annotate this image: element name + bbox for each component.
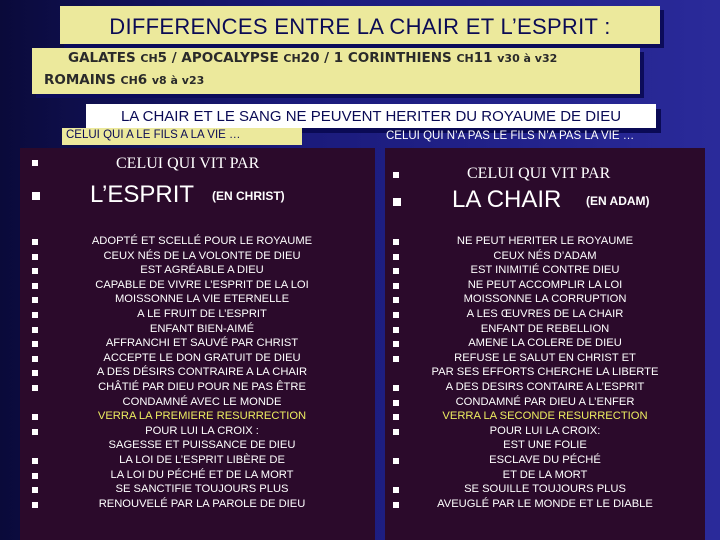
banner <box>86 104 656 128</box>
left-heading-big: L’ESPRIT <box>90 181 195 208</box>
right-list-item: AMENE LA COLERE DE DIEU <box>468 337 622 350</box>
left-list-item: CONDAMNÉ AVEC LE MONDE <box>122 395 282 408</box>
bullet <box>32 487 38 493</box>
bullet <box>32 312 38 318</box>
bullet <box>32 327 38 333</box>
bullet <box>32 283 38 289</box>
left-list-item: CHÂTIÉ PAR DIEU POUR NE PAS ÊTRE <box>98 381 306 393</box>
bullet <box>393 312 399 318</box>
left-list-item: LA LOI DE L’ESPRIT LIBÈRE DE <box>119 454 285 466</box>
ref-ch: CH <box>120 74 138 87</box>
right-list-item: EST INIMITIÉ CONTRE DIEU <box>470 264 620 277</box>
right-list-item: AVEUGLÉ PAR LE MONDE ET LE DIABLE <box>437 497 653 510</box>
left-list-item: ACCEPTE LE DON GRATUIT DE DIEU <box>103 351 301 364</box>
bullet <box>32 254 38 260</box>
bullet <box>32 370 38 376</box>
right-list-item: ET DE LA MORT <box>502 468 588 481</box>
left-list-item: A LE FRUIT DE L’ESPRIT <box>137 308 267 320</box>
right-list-item: SE SOUILLE TOUJOURS PLUS <box>464 483 626 496</box>
left-list-item: CAPABLE DE VIVRE L’ESPRIT DE LA LOI <box>95 278 309 291</box>
right-list-item: A LES ŒUVRES DE LA CHAIR <box>466 308 624 320</box>
bullet <box>393 198 401 206</box>
bullet <box>393 487 399 493</box>
left-list-item: SE SANCTIFIE TOUJOURS PLUS <box>115 483 289 496</box>
references-line-1 <box>68 50 557 66</box>
right-list-item: MOISSONNE LA CORRUPTION <box>463 293 627 306</box>
left-subtitle: CELUI QUI A LE FILS A LA VIE … <box>66 129 241 141</box>
left-list-item: RENOUVELÉ PAR LA PAROLE DE DIEU <box>98 497 306 510</box>
left-heading-line1: CELUI QUI VIT PAR <box>116 155 260 172</box>
bullet <box>32 429 38 435</box>
bullet <box>32 239 38 245</box>
bullet <box>32 341 38 347</box>
bullet <box>393 297 399 303</box>
left-list-item: MOISSONNE LA VIE ETERNELLE <box>114 293 290 306</box>
bullet <box>32 160 38 166</box>
bullet <box>393 327 399 333</box>
right-heading-note: (EN ADAM) <box>586 194 650 208</box>
ref-ch: CH <box>140 52 158 65</box>
bullet <box>393 385 399 391</box>
bullet <box>32 192 40 200</box>
ref-verses: v8 à v23 <box>151 74 205 87</box>
bullet <box>393 414 399 420</box>
right-list-item: POUR LUI LA CROIX: <box>489 424 601 437</box>
bullet <box>393 356 399 362</box>
ref-ch: CH <box>283 52 301 65</box>
right-list-item: A DES DESIRS CONTAIRE A L’ESPRIT <box>445 381 645 393</box>
ref-text: 11 <box>473 50 498 66</box>
left-list-item: VERRA LA PREMIERE RESURRECTION <box>97 410 307 423</box>
ref-text: 20 / 1 CORINTHIENS <box>300 50 457 66</box>
left-list-item: EST AGRÉABLE A DIEU <box>140 264 264 277</box>
right-list-item: ENFANT DE REBELLION <box>480 322 610 335</box>
ref-text: GALATES <box>68 50 141 66</box>
ref-text: 5 / APOCALYPSE <box>157 50 284 66</box>
ref-ch: CH <box>456 52 474 65</box>
bullet <box>32 356 38 362</box>
ref-text: ROMAINS <box>44 72 121 88</box>
right-list-item: CEUX NÉS D’ADAM <box>493 249 597 262</box>
bullet <box>32 414 38 420</box>
bullet <box>393 429 399 435</box>
left-list-item: SAGESSE ET PUISSANCE DE DIEU <box>108 439 296 452</box>
title-box <box>60 6 660 44</box>
left-list-item: POUR LUI LA CROIX : <box>145 424 259 437</box>
right-list-item: ESCLAVE DU PÉCHÉ <box>489 454 601 466</box>
bullet <box>393 172 399 178</box>
bullet <box>32 458 38 464</box>
bullet <box>32 473 38 479</box>
bullet <box>32 385 38 391</box>
right-list-item: EST UNE FOLIE <box>503 439 587 452</box>
right-list-item: VERRA LA SECONDE RESURRECTION <box>442 410 648 423</box>
bullet <box>32 268 38 274</box>
left-list-item: ENFANT BIEN-AIMÉ <box>149 322 255 335</box>
banner-text: LA CHAIR ET LE SANG NE PEUVENT HERITER DU ROYAUME DE DIEU <box>120 108 622 125</box>
right-heading-big: LA CHAIR <box>452 186 562 213</box>
right-list-item: PAR SES EFFORTS CHERCHE LA LIBERTE <box>431 366 659 379</box>
ref-text: 6 <box>137 72 152 88</box>
bullet <box>393 458 399 464</box>
bullet <box>393 268 399 274</box>
references-line-2 <box>44 72 204 88</box>
bullet <box>393 254 399 260</box>
left-heading-note: (EN CHRIST) <box>212 189 285 203</box>
right-list-item: CONDAMNÉ PAR DIEU A L’ENFER <box>455 395 635 408</box>
bullet <box>393 341 399 347</box>
right-list-item: REFUSE LE SALUT EN CHRIST ET <box>454 351 636 364</box>
bullet <box>393 400 399 406</box>
right-subtitle: CELUI QUI N’A PAS LE FILS N’A PAS LA VIE … <box>386 130 635 142</box>
left-list-item: A DES DÉSIRS CONTRAIRE A LA CHAIR <box>96 366 308 379</box>
left-subtitle-box <box>62 128 302 145</box>
bullet <box>32 502 38 508</box>
left-list-item: ADOPTÉ ET SCELLÉ POUR LE ROYAUME <box>91 235 313 247</box>
right-list-item: NE PEUT ACCOMPLIR LA LOI <box>467 278 623 291</box>
left-list-item: AFFRANCHI ET SAUVÉ PAR CHRIST <box>105 337 299 350</box>
right-list-item: NE PEUT HERITER LE ROYAUME <box>456 235 634 247</box>
bullet <box>32 297 38 303</box>
left-list-item: LA LOI DU PÉCHÉ ET DE LA MORT <box>110 468 294 481</box>
bullet <box>393 239 399 245</box>
ref-verses: v30 à v32 <box>497 52 558 65</box>
bullet <box>393 283 399 289</box>
references-box <box>32 48 640 94</box>
left-list-item: CEUX NÉS DE LA VOLONTE DE DIEU <box>103 249 301 262</box>
bullet <box>393 502 399 508</box>
page-title: DIFFERENCES ENTRE LA CHAIR ET L’ESPRIT : <box>109 14 611 39</box>
right-heading-line1: CELUI QUI VIT PAR <box>467 165 611 182</box>
